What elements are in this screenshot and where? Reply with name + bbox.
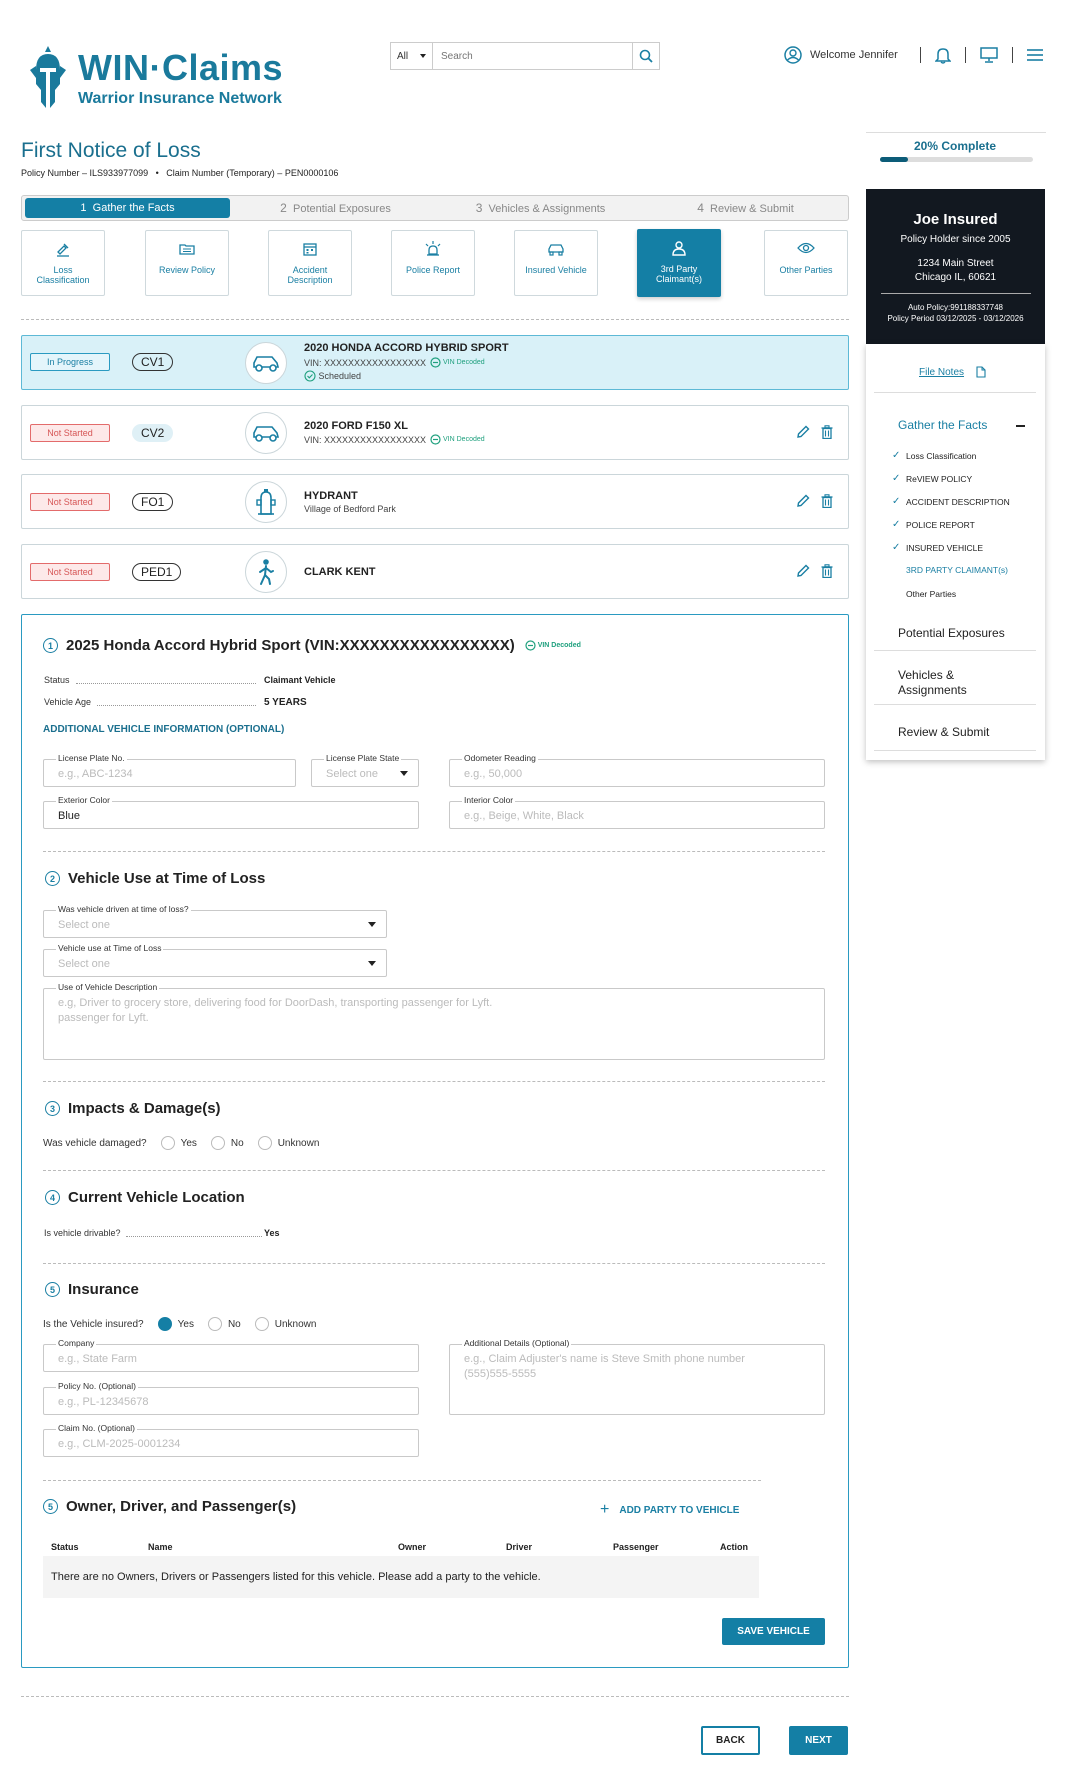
section-divider: [21, 1696, 849, 1697]
welcome-text[interactable]: Welcome Jennifer: [810, 49, 898, 61]
nav-item-label: ReVIEW POLICY: [906, 473, 973, 484]
section-number: 5: [43, 1499, 58, 1514]
nav-item-label: 3RD PARTY CLAIMANT(s): [906, 565, 1009, 575]
divider: [874, 650, 1036, 651]
plus-icon: +: [600, 1501, 610, 1518]
tile-label: Other Parties: [779, 265, 833, 275]
column-name: Name: [148, 1542, 173, 1552]
document-icon: [976, 366, 986, 378]
field-placeholder: e.g., State Farm: [58, 1353, 137, 1365]
monitor-icon[interactable]: [980, 47, 998, 63]
hydrant-icon: [255, 488, 277, 516]
file-notes-link[interactable]: [919, 366, 986, 378]
section-title-text: Insurance: [68, 1281, 139, 1298]
policy-number-field[interactable]: [43, 1381, 419, 1415]
vehicle-use-select[interactable]: [43, 943, 387, 977]
party-card-ped1[interactable]: [21, 544, 849, 599]
field-placeholder: (555)555-5555: [464, 1368, 537, 1380]
card-actions: [796, 425, 834, 439]
party-title: HYDRANT: [304, 490, 358, 502]
party-vin-text: VIN: XXXXXXXXXXXXXXXXX: [304, 357, 427, 368]
back-button[interactable]: BACK: [701, 1726, 760, 1755]
field-placeholder: e.g., PL-12345678: [58, 1396, 149, 1408]
pencil-icon[interactable]: [796, 494, 810, 508]
chevron-down-icon: [420, 54, 426, 58]
field-label: Exterior Color: [58, 795, 110, 805]
claim-number-field[interactable]: [43, 1423, 419, 1457]
decoded-icon: [525, 640, 536, 651]
check-icon: ✓: [892, 542, 901, 553]
damaged-question: Was vehicle damaged?: [43, 1137, 147, 1149]
step-number: 2: [280, 201, 287, 215]
next-button[interactable]: NEXT: [789, 1726, 848, 1755]
search-bar: [390, 42, 660, 70]
tile-label: Loss: [53, 265, 73, 275]
odometer-field[interactable]: [449, 753, 825, 787]
siren-icon: [424, 241, 442, 257]
nav-item-review-policy[interactable]: [892, 473, 972, 484]
step-gather-facts[interactable]: [25, 198, 230, 218]
add-party-button[interactable]: [600, 1501, 739, 1519]
step-number: 4: [697, 201, 704, 215]
field-label: Was vehicle driven at time of loss?: [58, 904, 189, 914]
progress-label: 20% Complete: [913, 139, 997, 153]
search-scope-value: All: [397, 50, 409, 62]
section-number: 4: [45, 1190, 60, 1205]
drivable-value: Yes: [264, 1228, 280, 1238]
field-value: Blue: [58, 810, 81, 822]
car-icon: [251, 422, 281, 444]
field-label: Policy No. (Optional): [58, 1381, 136, 1391]
nav-potential-exposures[interactable]: Potential Exposures: [898, 626, 1005, 640]
empty-table-message: There are no Owners, Drivers or Passengers listed for this vehicle. Please add a party to the vehicle.: [43, 1556, 759, 1598]
section-title-text: Impacts & Damage(s): [68, 1100, 221, 1117]
status-label: Status: [44, 675, 70, 685]
nav-label: Assignments: [898, 683, 967, 697]
tile-label: 3rd Party: [660, 264, 698, 274]
claim-number-label: Claim Number (Temporary): [166, 168, 275, 178]
party-scheduled: [304, 370, 361, 382]
party-icon: [245, 551, 287, 593]
party-vin: [304, 434, 485, 445]
nav-item-insured-vehicle[interactable]: [892, 542, 983, 553]
party-code: PED1: [132, 563, 181, 581]
file-notes-label: File Notes: [919, 366, 965, 378]
field-placeholder: Select one: [58, 958, 110, 970]
tile-3rd-party-claimants[interactable]: [637, 229, 721, 297]
section-vehicle-title: [43, 637, 581, 654]
chevron-down-icon: [368, 961, 376, 966]
field-label: License Plate No.: [58, 753, 125, 763]
radio-damaged-yes[interactable]: [161, 1136, 175, 1150]
status-badge: Not Started: [30, 563, 110, 581]
search-input[interactable]: [433, 43, 632, 69]
status-badge: Not Started: [30, 493, 110, 511]
field-placeholder: e.g., CLM-2025-0001234: [58, 1438, 181, 1450]
company-field[interactable]: [43, 1338, 419, 1372]
car-icon: [547, 241, 565, 257]
claim-number: PEN0000106: [284, 168, 339, 178]
section-divider: [43, 1263, 825, 1264]
policy-number-label: Policy Number: [21, 168, 80, 178]
field-label: Odometer Reading: [464, 753, 536, 763]
nav-item-label: Loss Classification: [906, 450, 977, 461]
nav-gather-facts[interactable]: Gather the Facts: [898, 418, 988, 432]
nav-item-label: INSURED VEHICLE: [906, 542, 983, 553]
search-button[interactable]: [632, 43, 659, 69]
section-number: 2: [45, 871, 60, 886]
nav-label: Vehicles &: [898, 668, 955, 682]
nav-item-loss-classification[interactable]: [892, 450, 976, 461]
vin-decoded-badge: [525, 640, 581, 651]
tile-label: Classification: [36, 275, 90, 285]
party-subtitle: Village of Bedford Park: [304, 504, 396, 514]
search-icon: [639, 49, 653, 63]
party-title: 2020 HONDA ACCORD HYBRID SPORT: [304, 342, 509, 354]
radio-label: No: [227, 1318, 241, 1330]
section-divider: [21, 319, 849, 320]
radio-label: Yes: [180, 1137, 197, 1149]
vin-decoded-badge: [430, 434, 485, 445]
claimant-icon: [671, 240, 687, 256]
radio-damaged-unknown[interactable]: [258, 1136, 272, 1150]
column-action: Action: [720, 1542, 748, 1552]
divider: [874, 704, 1036, 705]
vin-decoded-text: VIN Decoded: [443, 359, 485, 366]
section-title-text: 2025 Honda Accord Hybrid Sport (VIN:XXXXXXXXXXXXXXXXX): [66, 637, 515, 654]
step-review-submit[interactable]: [643, 198, 848, 218]
dotted-leader: [76, 683, 256, 684]
add-party-label: ADD PARTY TO VEHICLE: [619, 1504, 740, 1516]
party-code: CV1: [132, 353, 173, 371]
status-value: Claimant Vehicle: [264, 675, 336, 685]
party-icon: [245, 342, 287, 384]
party-title: CLARK KENT: [304, 566, 376, 578]
column-driver: Driver: [506, 1542, 533, 1552]
section-owner-driver-title: [43, 1498, 296, 1515]
nav-item-3rd-party[interactable]: [892, 565, 1008, 575]
driven-at-loss-select[interactable]: [43, 904, 387, 938]
tile-other-parties[interactable]: [764, 230, 848, 296]
nav-item-police-report[interactable]: [892, 519, 975, 530]
insured-since: Policy Holder since 2005: [900, 234, 1011, 245]
tile-label: Police Report: [405, 265, 461, 275]
user-circle-icon[interactable]: [784, 46, 802, 64]
field-placeholder: e.g., ABC-1234: [58, 768, 133, 780]
dotted-leader: [126, 1236, 262, 1237]
address-line2: Chicago IL, 60621: [914, 272, 997, 283]
party-card-cv1[interactable]: [21, 335, 849, 390]
damaged-radio-group: [43, 1136, 319, 1150]
step-number: 3: [475, 201, 483, 215]
save-vehicle-button[interactable]: SAVE VEHICLE: [722, 1618, 825, 1645]
eye-icon: [797, 241, 815, 255]
tile-insured-vehicle[interactable]: [514, 230, 598, 296]
folder-icon: [179, 241, 195, 257]
radio-label: No: [230, 1137, 244, 1149]
nav-item-accident-description[interactable]: [892, 496, 1010, 507]
nav-item-other-parties[interactable]: [892, 589, 956, 599]
field-label: Use of Vehicle Description: [58, 982, 158, 992]
loss-classification-icon: [55, 241, 71, 257]
pencil-icon[interactable]: [796, 425, 810, 439]
nav-item-label: ACCIDENT DESCRIPTION: [906, 496, 1010, 507]
section-title-text: Owner, Driver, and Passenger(s): [66, 1498, 297, 1515]
section-divider: [43, 1480, 761, 1481]
trash-icon[interactable]: [820, 494, 834, 508]
insured-summary-card: [866, 189, 1045, 344]
party-code: FO1: [132, 493, 173, 511]
section-divider: [43, 1081, 825, 1082]
progress-nav-panel: [866, 344, 1045, 760]
section-title-text: Current Vehicle Location: [68, 1189, 245, 1206]
field-label: License Plate State: [326, 753, 400, 763]
insured-radio-group: [43, 1317, 316, 1331]
field-placeholder: e.g., 50,000: [464, 768, 523, 780]
step-label: Review & Submit: [710, 203, 794, 215]
radio-damaged-no[interactable]: [211, 1136, 225, 1150]
exterior-color-field[interactable]: [43, 795, 419, 829]
radio-insured-unknown[interactable]: [255, 1317, 269, 1331]
progress-bar: [880, 157, 1033, 162]
section-number: 1: [43, 638, 58, 653]
card-actions: [796, 564, 834, 578]
decoded-icon: [430, 357, 441, 368]
step-label: Potential Exposures: [292, 203, 391, 215]
app-logo[interactable]: [28, 44, 68, 108]
section-divider: [43, 1170, 825, 1171]
chevron-down-icon: [368, 922, 376, 927]
tile-label: Claimant(s): [655, 274, 702, 284]
radio-insured-no[interactable]: [208, 1317, 222, 1331]
party-icon: [245, 412, 287, 454]
section-number: 5: [45, 1282, 60, 1297]
tile-label: Review Policy: [158, 265, 216, 275]
field-label: Additional Details (Optional): [464, 1338, 570, 1348]
party-vin-text: VIN: XXXXXXXXXXXXXXXXX: [304, 434, 427, 445]
vin-decoded-badge: [430, 357, 485, 368]
field-placeholder: e.g, Driver to grocery store, delivering food for DoorDash, transporting passenger for Lyft.: [58, 997, 493, 1009]
status-badge: Not Started: [30, 424, 110, 442]
vehicle-age-value: 5 YEARS: [264, 697, 307, 708]
vin-decoded-text: VIN Decoded: [537, 642, 581, 649]
step-label: Vehicles & Assignments: [488, 203, 606, 215]
field-placeholder: passenger for Lyft.: [58, 1012, 149, 1024]
decoded-icon: [430, 434, 441, 445]
address-line1: 1234 Main Street: [917, 258, 994, 269]
section-vehicle-use-title: [45, 870, 265, 887]
check-icon: ✓: [892, 450, 901, 461]
pedestrian-icon: [256, 558, 276, 586]
nav-review-submit[interactable]: Review & Submit: [898, 725, 990, 739]
vin-decoded-text: VIN Decoded: [443, 436, 485, 443]
logo-title: WIN·Claims: [78, 47, 284, 88]
tile-label: Insured Vehicle: [525, 265, 587, 275]
column-owner: Owner: [398, 1542, 427, 1552]
progress-fill: [880, 157, 908, 162]
check-circle-icon: [304, 370, 316, 382]
step-number: 1: [80, 202, 87, 214]
field-placeholder: Select one: [58, 919, 110, 931]
pencil-icon[interactable]: [796, 564, 810, 578]
radio-label: Unknown: [274, 1318, 317, 1330]
additional-info-heading: ADDITIONAL VEHICLE INFORMATION (OPTIONAL): [43, 724, 285, 735]
divider: [920, 47, 921, 63]
chevron-down-icon: [400, 771, 408, 776]
bell-icon[interactable]: [935, 46, 951, 64]
divider: [881, 293, 1031, 294]
field-label: Claim No. (Optional): [58, 1423, 135, 1433]
use-description-textarea[interactable]: [43, 982, 825, 1060]
section-insurance-title: [45, 1281, 139, 1298]
check-icon: ✓: [892, 519, 901, 530]
page-title: First Notice of Loss: [21, 139, 201, 162]
step-tabs: [21, 195, 849, 221]
insured-name: Joe Insured: [913, 211, 998, 228]
header-user-area: [784, 46, 1043, 64]
section-title-text: Vehicle Use at Time of Loss: [68, 870, 266, 887]
drivable-label: Is vehicle drivable?: [44, 1228, 121, 1238]
page-subtitle: Policy Number – ILS933977099 • Claim Number (Temporary) – PEN0000106: [21, 168, 339, 178]
radio-label: Unknown: [277, 1137, 320, 1149]
logo-text: [78, 48, 283, 108]
divider: [1012, 47, 1013, 63]
license-plate-field[interactable]: [43, 753, 296, 787]
vehicle-age-label: Vehicle Age: [44, 697, 92, 707]
divider: [874, 392, 1036, 393]
section-location-title: [45, 1189, 245, 1206]
scheduled-text: Scheduled: [318, 371, 362, 381]
party-title: 2020 FORD F150 XL: [304, 420, 408, 432]
additional-details-textarea[interactable]: [449, 1338, 825, 1415]
party-vin: [304, 357, 485, 368]
card-actions: [796, 494, 834, 508]
divider: [965, 47, 966, 63]
check-icon: ✓: [892, 473, 901, 484]
step-potential-exposures[interactable]: [233, 198, 438, 218]
hamburger-menu-icon[interactable]: [1027, 49, 1043, 61]
trash-icon[interactable]: [820, 425, 834, 439]
party-card-cv2[interactable]: [21, 405, 849, 460]
field-label: Interior Color: [464, 795, 514, 805]
step-vehicles-assignments[interactable]: [438, 198, 643, 218]
header-divider: [866, 132, 1046, 133]
field-label: Vehicle use at Time of Loss: [58, 943, 162, 953]
insured-address: [866, 257, 1045, 285]
step-label: Gather the Facts: [92, 202, 175, 214]
policy-period: Policy Period 03/12/2025 - 03/12/2026: [887, 314, 1024, 323]
radio-label: Yes: [177, 1318, 194, 1330]
dotted-leader: [97, 705, 256, 706]
status-badge: In Progress: [30, 353, 110, 371]
search-scope-select[interactable]: [391, 43, 433, 69]
tile-police-report[interactable]: [391, 230, 475, 296]
field-placeholder: Select one: [326, 768, 378, 780]
divider: [874, 750, 1036, 751]
field-placeholder: e.g., Claim Adjuster's name is Steve Smith phone number: [464, 1353, 745, 1365]
interior-color-field[interactable]: [449, 795, 825, 829]
party-card-fo1[interactable]: [21, 474, 849, 529]
spartan-helmet-icon: [28, 44, 68, 108]
nav-vehicles-assignments[interactable]: [898, 668, 967, 698]
tile-review-policy[interactable]: [145, 230, 229, 296]
policy-number: ILS933977099: [89, 168, 149, 178]
car-icon: [251, 352, 281, 374]
radio-insured-yes[interactable]: [158, 1317, 172, 1331]
calendar-icon: [302, 241, 318, 257]
nav-item-label: Other Parties: [906, 589, 957, 599]
trash-icon[interactable]: [820, 564, 834, 578]
nav-item-label: POLICE REPORT: [906, 519, 975, 530]
tile-label: Description: [287, 275, 333, 285]
section-number: 3: [45, 1101, 60, 1116]
field-label: Company: [58, 1338, 95, 1348]
license-plate-state-select[interactable]: [311, 753, 419, 787]
collapse-icon[interactable]: [1016, 425, 1025, 427]
column-status: Status: [51, 1542, 79, 1552]
field-placeholder: e.g., Beige, White, Black: [464, 810, 584, 822]
tile-label: Accident: [292, 265, 328, 275]
tile-accident-description[interactable]: [268, 230, 352, 296]
insured-question: Is the Vehicle insured?: [43, 1318, 144, 1330]
section-divider: [43, 851, 825, 852]
column-passenger: Passenger: [613, 1542, 659, 1552]
party-code: CV2: [132, 424, 173, 442]
logo-subtitle: Warrior Insurance Network: [78, 90, 282, 107]
section-impacts-title: [45, 1100, 221, 1117]
tile-loss-classification[interactable]: [21, 230, 105, 296]
check-icon: ✓: [892, 496, 901, 507]
auto-policy: Auto Policy:991188337748: [907, 303, 1004, 312]
party-icon: [245, 481, 287, 523]
